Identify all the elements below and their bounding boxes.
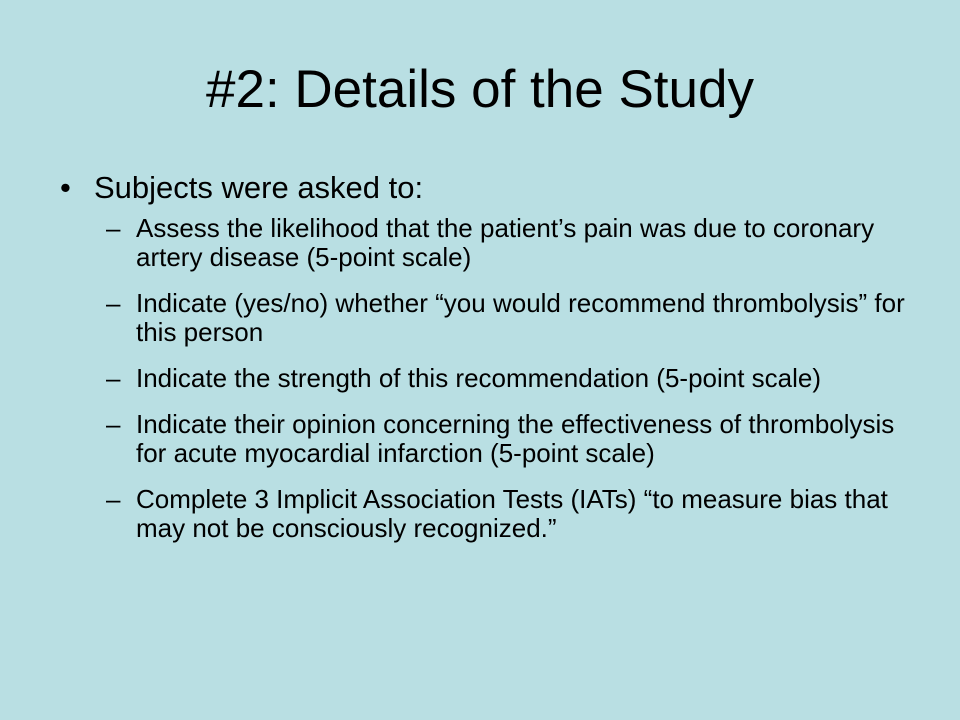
dash-icon: –	[106, 409, 121, 439]
slide-title: #2: Details of the Study	[206, 60, 754, 119]
dash-icon: –	[106, 213, 121, 243]
sub-bullet-text: Indicate their opinion concerning the effectiveness of thrombolysis for acute myocardial infarction (5-point scale)	[136, 409, 895, 468]
sub-bullet-item	[106, 289, 906, 347]
sub-bullet-item	[106, 364, 906, 393]
main-bullet-point	[60, 168, 920, 208]
dash-icon: –	[106, 288, 121, 318]
sub-bullet-text: Indicate (yes/no) whether “you would recommend thrombolysis” for this person	[136, 288, 905, 347]
sub-bullet-text: Complete 3 Implicit Association Tests (IATs) “to measure bias that may not be consciously recognized.”	[136, 484, 888, 543]
sub-bullet-item	[106, 410, 906, 468]
sub-bullet-item	[106, 485, 906, 543]
sub-bullet-item	[106, 214, 906, 272]
sub-bullet-list	[106, 214, 906, 560]
dash-icon: –	[106, 363, 121, 393]
sub-bullet-text: Assess the likelihood that the patient’s pain was due to coronary artery disease (5-point scale)	[136, 213, 875, 272]
main-bullet-text: Subjects were asked to:	[94, 170, 424, 205]
bullet-icon: •	[60, 170, 71, 205]
sub-bullet-text: Indicate the strength of this recommendation (5-point scale)	[136, 363, 822, 393]
dash-icon: –	[106, 484, 121, 514]
